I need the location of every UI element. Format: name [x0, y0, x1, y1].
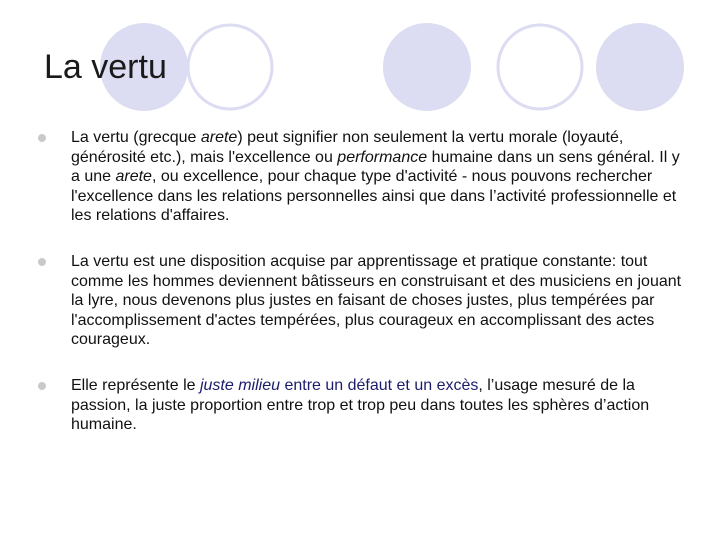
- outline-circle-1: [188, 25, 272, 109]
- bullet-text: La vertu (grecque arete) peut signifier non seulement la vertu morale (loyauté, générosité etc.), mais l'excellence ou performance humaine dans un sens général. Il y a une arete, ou excellence, pour chaque type d'activité - nous pouvons rechercher l'excellence dans les relations personnelles ainsi que dans l’activité professionnelle et les relations d'affaires.: [71, 129, 680, 225]
- filled-circle-3: [596, 23, 684, 111]
- bullet-item: [38, 128, 688, 226]
- bullet-item: [38, 252, 688, 350]
- outline-circle-2: [498, 25, 582, 109]
- bullet-dot-icon: [38, 382, 46, 390]
- bullet-item: [38, 376, 688, 435]
- bullet-list: [38, 128, 688, 461]
- bullet-dot-icon: [38, 134, 46, 142]
- slide-title: La vertu: [44, 48, 167, 86]
- bullet-text: Elle représente le juste milieu entre un défaut et un excès, l’usage mesuré de la passion, la juste proportion entre trop et trop peu dans toutes les sphères d’action humaine.: [71, 376, 650, 434]
- bullet-text: La vertu est une disposition acquise par apprentissage et pratique constante: tout comme les hommes deviennent bâtisseurs en construisant et des musiciens en jouant la lyre, nous devenons plus justes en faisant de choses justes, plus tempérées par l'accomplissement d'actes tempérées, plus courageux en accomplissant des actes courageux.: [71, 252, 682, 349]
- filled-circle-2: [383, 23, 471, 111]
- bullet-dot-icon: [38, 258, 46, 266]
